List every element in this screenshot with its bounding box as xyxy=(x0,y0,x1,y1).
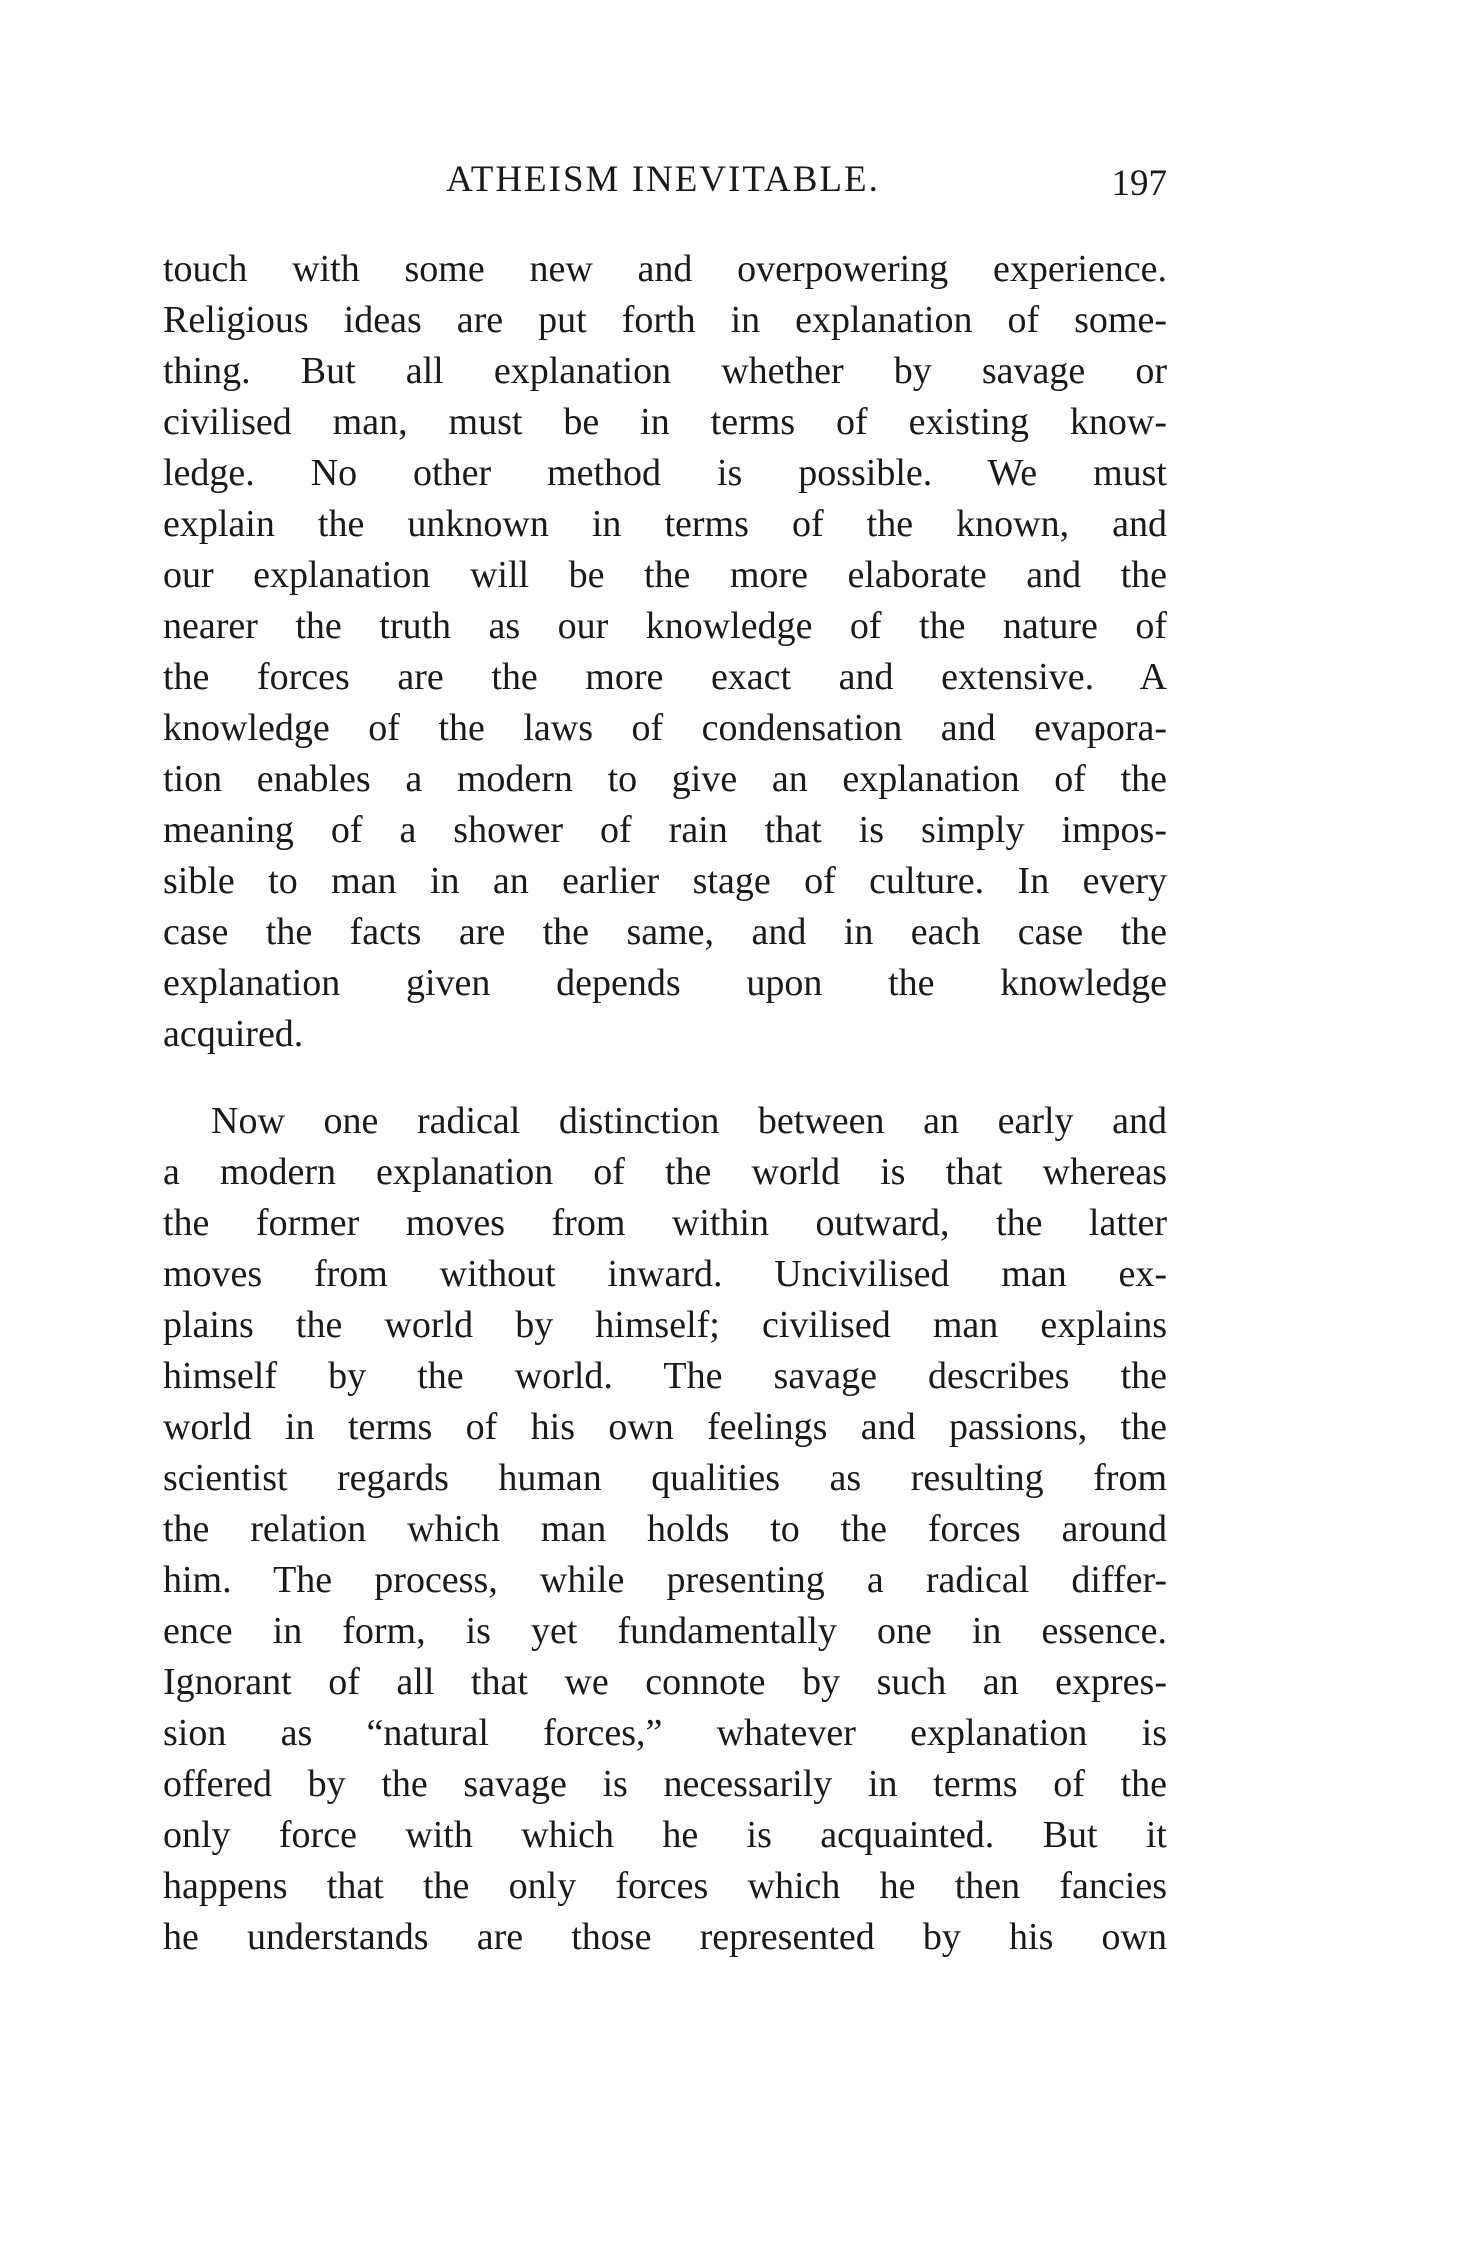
text-line: the relation which man holds to the forces around xyxy=(163,1508,1167,1550)
text-line: our explanation will be the more elaborate and the xyxy=(163,554,1167,596)
text-line: only force with which he is acquainted. But it xyxy=(163,1814,1167,1856)
text-line: offered by the savage is necessarily in terms of the xyxy=(163,1763,1167,1805)
text-line: Religious ideas are put forth in explanation of some- xyxy=(163,299,1167,341)
paragraph-gap xyxy=(163,1060,1167,1096)
text-line: him. The process, while presenting a radical differ- xyxy=(163,1559,1167,1601)
text-line: touch with some new and overpowering experience. xyxy=(163,248,1167,290)
text-line: world in terms of his own feelings and passions, the xyxy=(163,1406,1167,1448)
text-line: plains the world by himself; civilised man explains xyxy=(163,1304,1167,1346)
text-line: the former moves from within outward, the latter xyxy=(163,1202,1167,1244)
text-line: tion enables a modern to give an explanation of the xyxy=(163,758,1167,800)
text-line: explanation given depends upon the knowledge xyxy=(163,962,1167,1004)
running-head xyxy=(163,150,1167,210)
text-line: acquired. xyxy=(163,1013,304,1055)
text-line: scientist regards human qualities as resulting from xyxy=(163,1457,1167,1499)
text-line: case the facts are the same, and in each case the xyxy=(163,911,1167,953)
text-line: he understands are those represented by his own xyxy=(163,1916,1167,1958)
text-line: Ignorant of all that we connote by such an expres- xyxy=(163,1661,1167,1703)
text-line: himself by the world. The savage describes the xyxy=(163,1355,1167,1397)
text-line: sible to man in an earlier stage of culture. In every xyxy=(163,860,1167,902)
text-line: nearer the truth as our knowledge of the nature of xyxy=(163,605,1167,647)
body-text xyxy=(163,244,1167,1963)
text-line: explain the unknown in terms of the known, and xyxy=(163,503,1167,545)
text-line: civilised man, must be in terms of existing know- xyxy=(163,401,1167,443)
text-line: knowledge of the laws of condensation and evapora- xyxy=(163,707,1167,749)
paragraph-1 xyxy=(163,244,1167,1060)
text-line: ledge. No other method is possible. We must xyxy=(163,452,1167,494)
header-title: ATHEISM INEVITABLE. xyxy=(446,159,880,200)
text-line: thing. But all explanation whether by savage or xyxy=(163,350,1167,392)
text-line: a modern explanation of the world is that whereas xyxy=(163,1151,1167,1193)
text-line: moves from without inward. Uncivilised man ex- xyxy=(163,1253,1167,1295)
page-number: 197 xyxy=(1111,163,1167,204)
text-line: the forces are the more exact and extensive. A xyxy=(163,656,1167,698)
text-line: happens that the only forces which he then fancies xyxy=(163,1865,1167,1907)
text-line: ence in form, is yet fundamentally one in essence. xyxy=(163,1610,1167,1652)
text-line: Now one radical distinction between an early and xyxy=(211,1100,1167,1142)
text-line: meaning of a shower of rain that is simply impos- xyxy=(163,809,1167,851)
text-line: sion as “natural forces,” whatever explanation is xyxy=(163,1712,1167,1754)
paragraph-2 xyxy=(163,1096,1167,1963)
